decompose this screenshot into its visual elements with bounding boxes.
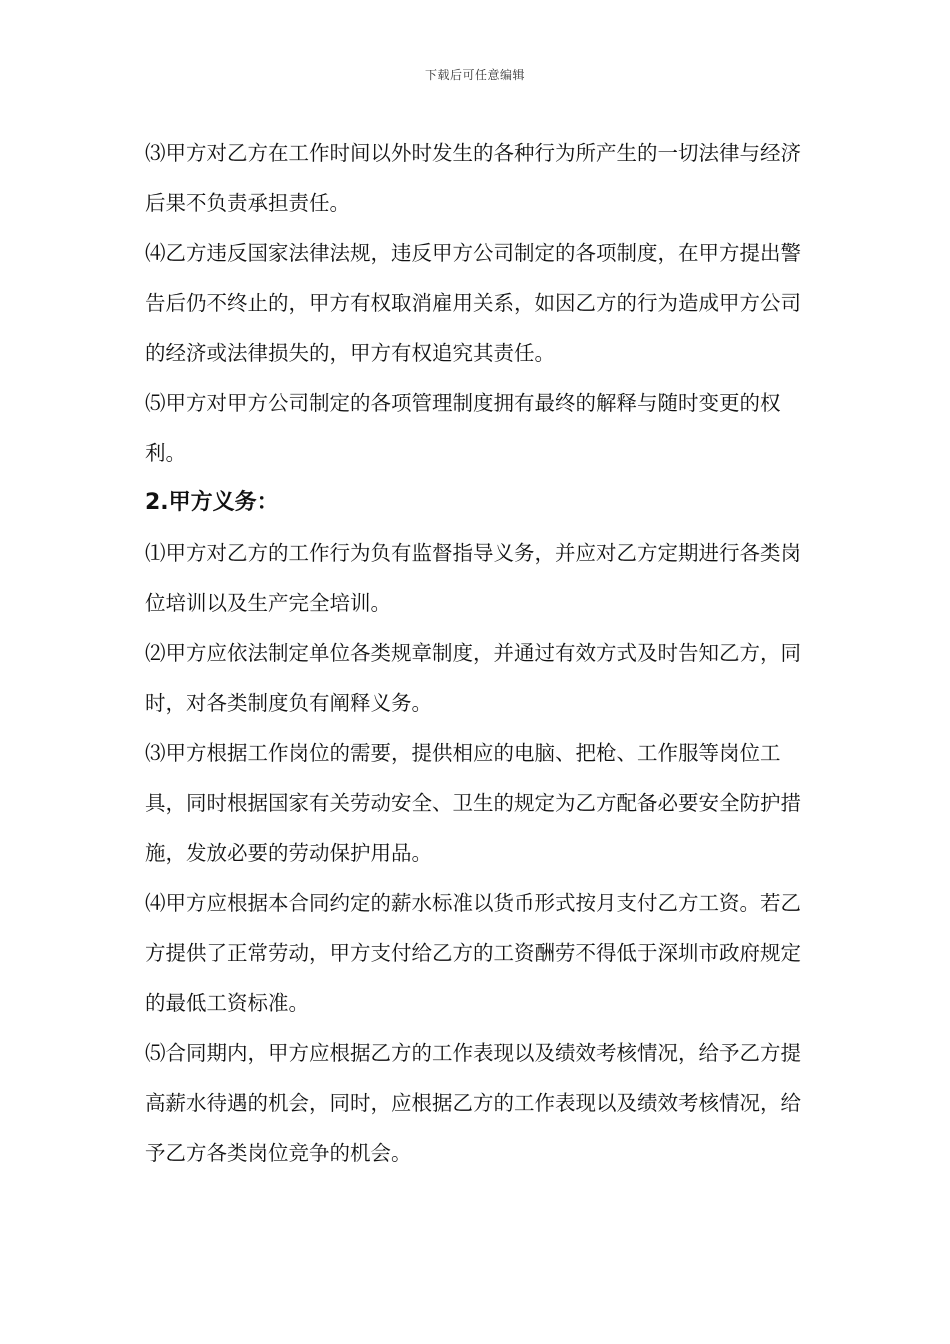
paragraph-obligation-5: ⑸合同期内，甲方应根据乙方的工作表现以及绩效考核情况，给予乙方提高薪水待遇的机会，同时，应根据乙方的工作表现以及绩效考核情况，给予乙方各类岗位竞争的机会。 [145,1041,801,1165]
paragraph-obligation-1: ⑴甲方对乙方的工作行为负有监督指导义务，并应对乙方定期进行各类岗位培训以及生产完全培训。 [145,541,801,615]
paragraph-obligation-2: ⑵甲方应依法制定单位各类规章制度，并通过有效方式及时告知乙方，同时，对各类制度负有阐释义务。 [145,641,801,715]
paragraph-rights-4: ⑷乙方违反国家法律法规，违反甲方公司制定的各项制度，在甲方提出警告后仍不终止的，甲方有权取消雇用关系，如因乙方的行为造成甲方公司的经济或法律损失的，甲方有权追究其责任。 [145,241,801,365]
section-title-obligations: 2.甲方义务： [145,490,279,515]
document-body [145,128,810,1178]
paragraph-rights-5: ⑸甲方对甲方公司制定的各项管理制度拥有最终的解释与随时变更的权利。 [145,391,781,465]
page-header: 下载后可任意编辑 [424,68,525,82]
paragraph-obligation-3: ⑶甲方根据工作岗位的需要，提供相应的电脑、把枪、工作服等岗位工具，同时根据国家有关劳动安全、卫生的规定为乙方配备必要安全防护措施，发放必要的劳动保护用品。 [145,741,801,865]
paragraph-obligation-4: ⑷甲方应根据本合同约定的薪水标准以货币形式按月支付乙方工资。若乙方提供了正常劳动，甲方支付给乙方的工资酬劳不得低于深圳市政府规定的最低工资标准。 [145,891,801,1015]
paragraph-rights-3: ⑶甲方对乙方在工作时间以外时发生的各种行为所产生的一切法律与经济后果不负责承担责任。 [145,141,801,215]
